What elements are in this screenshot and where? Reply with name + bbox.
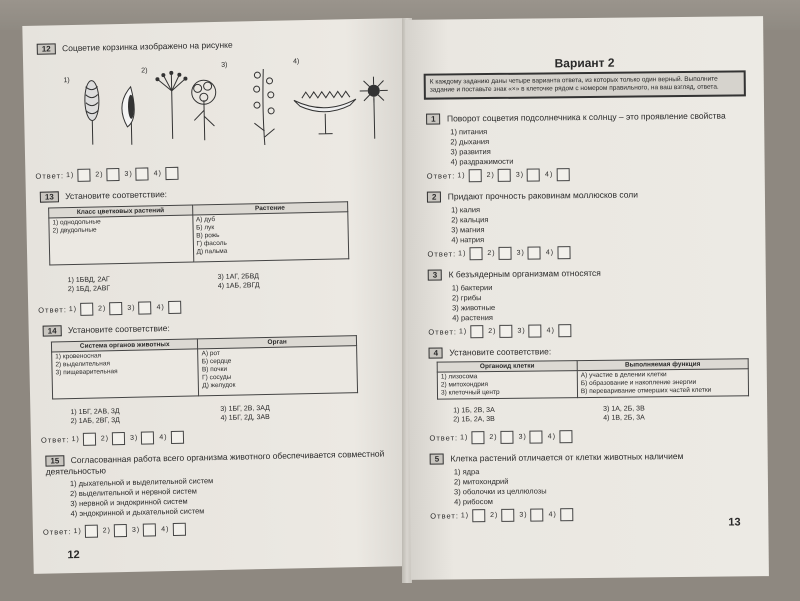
question-text: Установите соответствие: [65,189,168,202]
answer-row-q5 [430,508,576,523]
right-column [192,212,348,262]
question-number: 13 [40,191,59,202]
box-label: 4) [156,304,165,312]
option: 3) 1БГ, 2В, 3АД [220,404,270,413]
option: 4) 1В, 2Б, 3А [603,414,645,422]
answer-box-3[interactable] [138,301,151,314]
question-text: Соцветие корзинка изображено на рисунке [61,39,233,54]
answer-box-2[interactable] [500,431,513,444]
answer-box-4[interactable] [559,430,572,443]
answer-row-q12 [35,167,181,183]
answer-label: Ответ: [427,249,457,259]
answer-box-2[interactable] [112,432,125,445]
left-column [52,349,199,399]
answer-box-2[interactable] [499,247,512,260]
box-label: 3) [129,434,139,442]
match-table-q13 [48,201,349,265]
image-label-3: 3) [221,61,228,69]
option: 4) растения [452,312,494,323]
question-number: 4 [429,348,444,359]
table-header: Растение [192,202,348,215]
box-label: 3) [519,511,528,519]
right-page [405,16,769,580]
question-15 [45,448,398,519]
question-text: Установите соответствие: [449,346,552,358]
answer-options-q14 [70,403,370,425]
image-label-2: 2) [141,67,148,75]
option: 3) магния [451,225,485,235]
box-label: 4) [547,433,557,441]
option: 4) раздражимости [450,156,514,167]
page-number: 12 [67,548,80,562]
right-column [577,369,748,398]
list-item: Г) фасоль [196,239,227,248]
question-text: Установите соответствие: [67,323,170,336]
box-label: 1) [458,250,467,258]
option: 3) оболочки из целлюлозы [453,486,547,497]
left-column [437,371,577,399]
option: 2) 1Б, 2А, 3В [453,415,495,424]
plant-image-2c [183,70,224,143]
answer-row-q13 [38,301,184,317]
answer-options-q4 [453,404,753,423]
answer-label: Ответ: [42,527,72,537]
question-text: Клетка растений отличается от клетки животных наличием [450,450,684,464]
box-label: 2) [487,249,496,258]
list-item: 3) клеточный центр [440,388,500,397]
answer-box-3[interactable] [141,431,154,444]
question-14 [43,323,170,337]
box-label: 1) [68,305,78,314]
question-13 [40,189,167,203]
answer-label: Ответ: [430,511,459,521]
match-table-q4 [437,358,749,399]
option: 1) питания [450,127,488,137]
variant-title: Вариант 2 [554,55,615,71]
box-label: 4) [545,171,554,179]
list-item: А) участие в делении клетки [580,371,667,380]
question-number: 2 [427,192,442,203]
question-12 [37,40,233,55]
box-label: 3) [517,327,526,335]
box-label: 4) [548,511,557,519]
plant-image-4 [292,85,359,136]
list-item: Г) сосуды [202,373,232,382]
answer-box-4[interactable] [170,431,183,444]
box-label: 3) [124,170,133,178]
option: 4) эндокринной и дыхательной систем [70,506,205,519]
box-label: 1) [71,435,80,444]
answer-box-1[interactable] [80,303,93,316]
box-label: 2) [100,435,110,443]
options-list [450,124,756,167]
list-item: 2) митохондрия [440,381,489,389]
option: 3) нервной и эндокринной систем [70,496,188,509]
answer-box-2[interactable] [114,524,127,537]
list-item: В) почки [201,365,228,374]
question-text: Поворот соцветия подсолнечника к солнцу – это проявление свойства [446,110,726,124]
question-3 [428,268,602,324]
list-item: А) дуб [195,216,216,224]
plant-image-5 [353,68,394,141]
list-item: 1) однодольные [52,218,101,227]
answer-box-3[interactable] [528,246,541,259]
answer-box-2[interactable] [498,169,511,182]
list-item: Б) лук [196,224,215,232]
box-label: 2) [489,433,498,442]
list-item: В) рожь [196,231,220,240]
plant-image-3 [245,61,283,148]
box-label: 2) [102,527,112,535]
option: 4) 1АБ, 2ВГД [217,282,260,291]
box-label: 4) [161,526,170,534]
answer-row-q4 [429,430,575,445]
answer-box-3[interactable] [136,167,149,180]
question-2 [427,189,639,245]
box-label: 2) [488,327,497,336]
option: 1) 1Б, 2В, 3А [453,406,495,415]
list-item: В) переваривание отмерших частей клетки [580,386,712,396]
table-header: Орган [198,336,357,349]
question-number: 15 [45,455,64,466]
answer-box-3[interactable] [527,168,540,181]
answer-row-q14 [41,431,187,447]
box-label: 1) [458,328,468,336]
list-item: Д) желудок [202,381,236,390]
answer-box-1[interactable] [85,525,98,538]
answer-box-2[interactable] [499,325,512,338]
question-number: 12 [37,43,56,54]
answer-box-4[interactable] [560,508,573,521]
image-label-1: 1) [63,77,70,85]
box-label: 1) [460,434,469,442]
answer-label: Ответ: [40,435,70,445]
answer-box-3[interactable] [531,508,544,521]
answer-label: Ответ: [35,171,65,181]
page-number: 13 [728,516,741,529]
option: 1) дыхательной и выделительной систем [69,476,214,489]
option: 2) митохондрий [453,476,509,487]
answer-label: Ответ: [428,327,458,337]
question-4 [429,346,552,358]
answer-box-3[interactable] [530,430,543,443]
option: 1) ядра [453,467,480,477]
answer-box-4[interactable] [172,523,185,536]
answer-box-2[interactable] [106,168,119,181]
list-item: Б) образование и накопление энергии [580,378,697,388]
box-label: 3) [516,249,525,257]
list-item: 2) двудольные [52,226,97,235]
answer-box-4[interactable] [165,167,178,180]
option: 4) рибосом [454,496,493,507]
box-label: 4) [159,434,168,442]
answer-box-1[interactable] [472,509,485,522]
question-5 [430,451,684,508]
answer-row-q2 [427,246,573,261]
option: 3) 1А, 2Б, 3В [603,405,645,413]
box-label: 3) [518,433,527,441]
option: 1) бактерии [451,282,493,293]
instructions-box: К каждому заданию даны четыре варианта ответа, из которых только один верный. Выполните задание и поставьте знак «×» в клеточке рядом с номером правильного, на ваш взгляд, ответа. [424,70,746,99]
option: 2) кальция [451,215,489,225]
question-number: 3 [428,270,443,281]
option: 4) 1БГ, 2Д, 3АВ [220,413,270,422]
match-table-q14 [51,335,358,399]
box-label: 3) [515,171,525,179]
answer-box-3[interactable] [143,523,156,536]
table-header: Органоид клетки [437,361,577,372]
box-label: 4) [545,249,555,257]
answer-box-4[interactable] [168,301,181,314]
option: 2) выделительной и нервной систем [70,486,198,499]
answer-row-q1 [427,168,573,183]
options-list [454,465,684,507]
image-label-4: 4) [293,58,300,66]
option: 2) 1БД, 2АВГ [67,285,111,294]
box-label: 4) [546,327,555,335]
options-list [451,203,638,245]
table-header: Система органов животных [51,339,198,352]
list-item: 3) пищеварительная [55,368,118,377]
options-list [452,282,601,324]
answer-box-2[interactable] [109,302,122,315]
right-column [198,346,358,396]
box-label: 3) [131,526,141,534]
box-label: 1) [460,512,470,520]
plant-image-1 [71,76,112,147]
answer-box-4[interactable] [558,324,571,337]
table-header: Выполняемая функция [577,359,748,371]
question-number: 14 [43,325,62,336]
option: 3) животные [452,302,496,313]
option: 1) калия [451,205,481,215]
answer-options-q13 [68,271,368,293]
option: 3) 1АГ, 2БВД [217,273,259,282]
option: 3) развития [450,146,491,157]
answer-row-q3 [428,324,574,339]
option: 1) 1БГ, 2АВ, 3Д [70,408,120,417]
list-item: А) рот [201,349,221,358]
box-label: 2) [95,171,104,179]
option: 1) 1БВД, 2АГ [67,276,110,285]
option: 2) 1АБ, 2ВГ, 3Д [70,417,120,426]
box-label: 1) [457,172,466,180]
options-list [70,472,399,519]
option: 4) натрия [451,235,485,245]
left-column [49,215,193,265]
list-item: 1) лизосома [440,373,478,381]
box-label: 1) [73,527,82,536]
box-label: 3) [127,304,136,312]
list-item: 2) выделительная [55,360,111,369]
list-item: 1) кровеносная [55,352,102,361]
option: 2) дыхания [450,137,490,147]
answer-box-2[interactable] [501,509,514,522]
answer-box-1[interactable] [469,247,482,260]
box-label: 2) [98,305,107,313]
answer-box-1[interactable] [469,169,482,182]
list-item: Д) пальма [196,247,228,256]
answer-box-4[interactable] [557,246,570,259]
answer-label: Ответ: [429,433,459,443]
list-item: Б) сердце [201,357,232,366]
box-label: 4) [153,170,163,178]
question-number: 1 [426,114,441,125]
box-label: 1) [65,171,75,180]
option: 2) грибы [451,293,482,303]
answer-box-1[interactable] [83,433,96,446]
question-text: К безъядерным организмам относятся [448,267,601,280]
answer-box-3[interactable] [529,324,542,337]
box-label: 2) [486,171,495,180]
plant-image-2 [108,78,149,147]
answer-row-q15 [43,523,189,539]
answer-label: Ответ: [38,305,67,315]
question-number: 5 [430,454,445,465]
answer-box-1[interactable] [77,169,90,182]
answer-box-4[interactable] [556,168,569,181]
answer-box-1[interactable] [470,325,483,338]
question-text: Придают прочность раковинам моллюсков соли [447,189,639,202]
left-page [22,18,413,574]
box-label: 2) [490,511,499,520]
question-text: Согласованная работа всего организма животного обеспечивается совместной деятельностью [45,448,385,477]
answer-box-1[interactable] [471,431,484,444]
table-header: Класс цветковых растений [49,205,193,218]
question-1 [426,110,757,167]
answer-label: Ответ: [426,171,456,181]
